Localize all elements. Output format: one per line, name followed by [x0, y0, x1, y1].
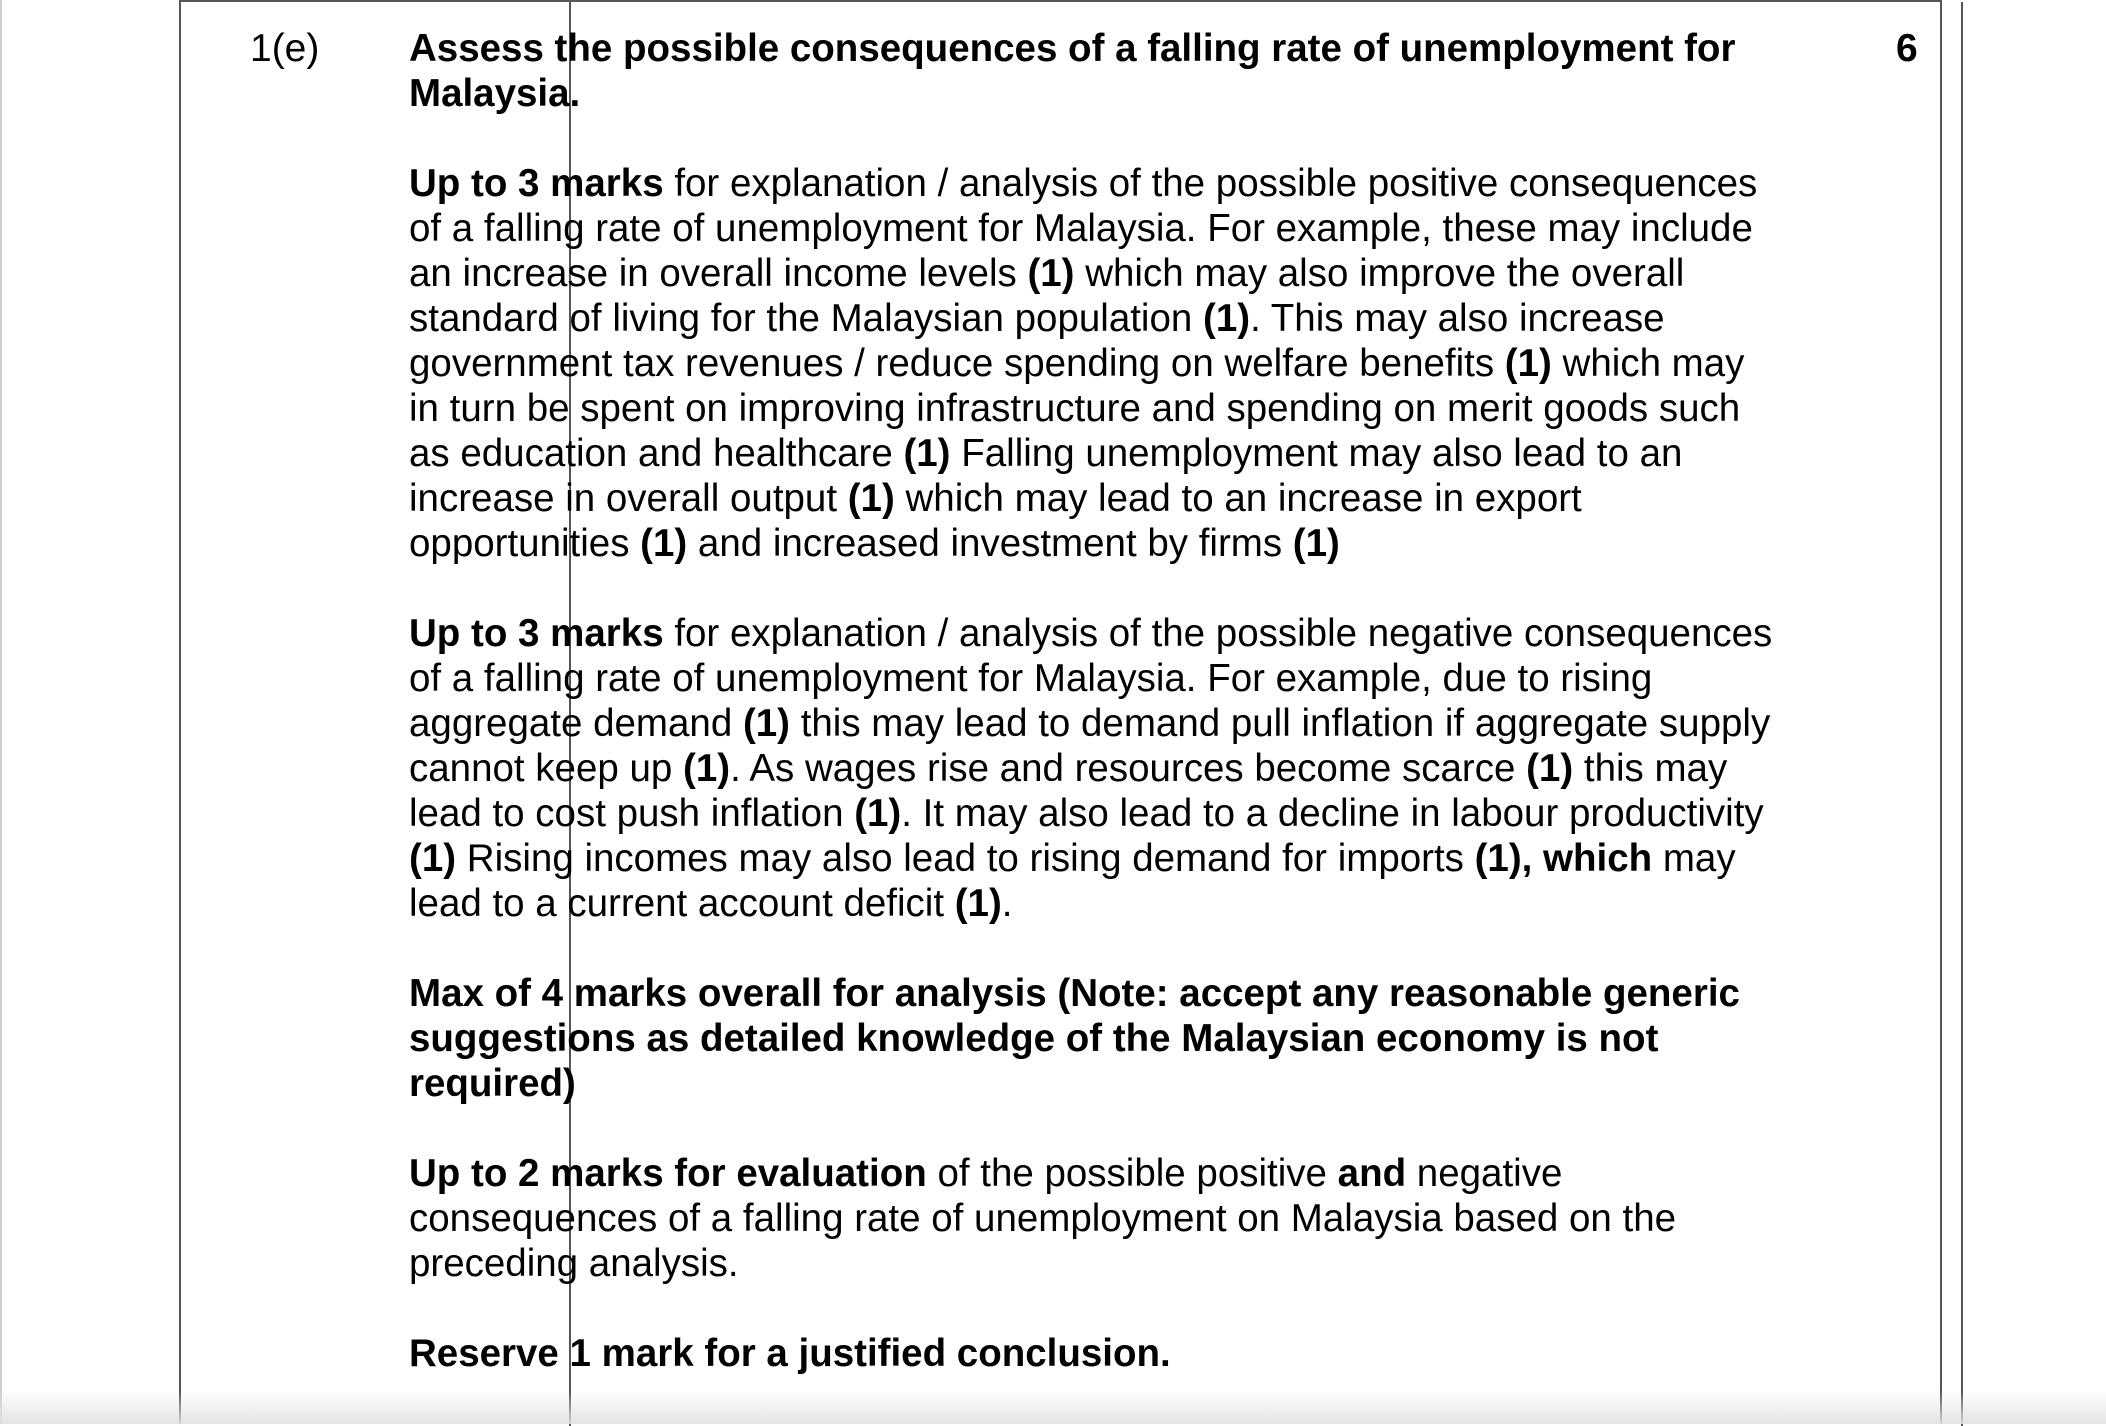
- positive-text-3: . This may also increase government tax revenues / reduce spending on welfare benefits: [409, 297, 1665, 385]
- answer-guidance: [409, 26, 1774, 1376]
- negative-text-7: may lead to a current account deficit: [409, 837, 1736, 925]
- negative-text-8: .: [1001, 882, 1013, 925]
- positive-text-5: Falling unemployment may also lead to an increase in overall output: [409, 432, 1683, 520]
- mark-indicator: (1): [1526, 747, 1574, 790]
- negative-text-3: . As wages rise and resources become scarce: [730, 747, 1527, 790]
- mark-indicator: (1): [854, 792, 902, 835]
- negative-text-1: for explanation / analysis of the possible negative consequences of a falling rate of unemployment for Malaysia. For example, due to rising aggregate demand: [409, 612, 1773, 745]
- mark-indicator: (1): [1203, 297, 1251, 340]
- positive-text-6: which may lead to an increase in export opportunities: [409, 477, 1582, 565]
- mark-indicator: (1): [1504, 342, 1552, 385]
- negative-text-2: this may lead to demand pull inflation if aggregate supply cannot keep up: [409, 702, 1771, 790]
- mark-indicator: (1): [903, 432, 951, 475]
- negative-text-5: . It may also lead to a decline in labour productivity: [901, 792, 1764, 835]
- mark-indicator: (1): [1292, 522, 1340, 565]
- negative-text-4: this may lead to cost push inflation: [409, 747, 1728, 835]
- evaluation-lead: Up to 2 marks for evaluation: [409, 1152, 927, 1195]
- mark-indicator: (1): [954, 882, 1002, 925]
- evaluation-text-2: negative consequences of a falling rate of unemployment on Malaysia based on the preceding analysis.: [409, 1152, 1677, 1285]
- evaluation-and: and: [1337, 1152, 1407, 1195]
- positive-text-2: which may also improve the overall standard of living for the Malaysian population: [409, 252, 1685, 340]
- conclusion-note: Reserve 1 mark for a justified conclusion.: [409, 1332, 1171, 1375]
- positive-consequences-paragraph: [409, 161, 1774, 566]
- positive-lead: Up to 3 marks: [409, 162, 664, 205]
- negative-text-6: Rising incomes may also lead to rising demand for imports: [456, 837, 1475, 880]
- mark-indicator: (1): [742, 702, 790, 745]
- column-divider-right: [1961, 2, 1963, 1426]
- bottom-shadow: [0, 1390, 2106, 1424]
- question-marks: 6: [1896, 27, 1918, 70]
- question-number: 1(e): [250, 27, 320, 70]
- positive-text-7: and increased investment by firms: [687, 522, 1293, 565]
- evaluation-text-1: of the possible positive: [926, 1152, 1338, 1195]
- mark-indicator: (1): [640, 522, 688, 565]
- mark-indicator: (1), which: [1474, 837, 1653, 880]
- negative-consequences-paragraph: [409, 611, 1774, 926]
- evaluation-paragraph: [409, 1151, 1774, 1286]
- negative-lead: Up to 3 marks: [409, 612, 664, 655]
- mark-indicator: (1): [683, 747, 731, 790]
- positive-text-4: which may in turn be spent on improving infrastructure and spending on merit goods such as education and healthcare: [409, 342, 1745, 475]
- mark-indicator: (1): [409, 837, 457, 880]
- page-edge: [0, 0, 2, 1424]
- mark-indicator: (1): [1027, 252, 1075, 295]
- question-prompt: Assess the possible consequences of a falling rate of unemployment for Malaysia.: [409, 27, 1736, 115]
- max-marks-note: Max of 4 marks overall for analysis (Note: accept any reasonable generic suggestions as detailed knowledge of the Malaysian economy is not required): [409, 972, 1740, 1105]
- mark-indicator: (1): [847, 477, 895, 520]
- positive-text-1: for explanation / analysis of the possible positive consequences of a falling rate of unemployment for Malaysia. For example, these may include an increase in overall income levels: [409, 162, 1758, 295]
